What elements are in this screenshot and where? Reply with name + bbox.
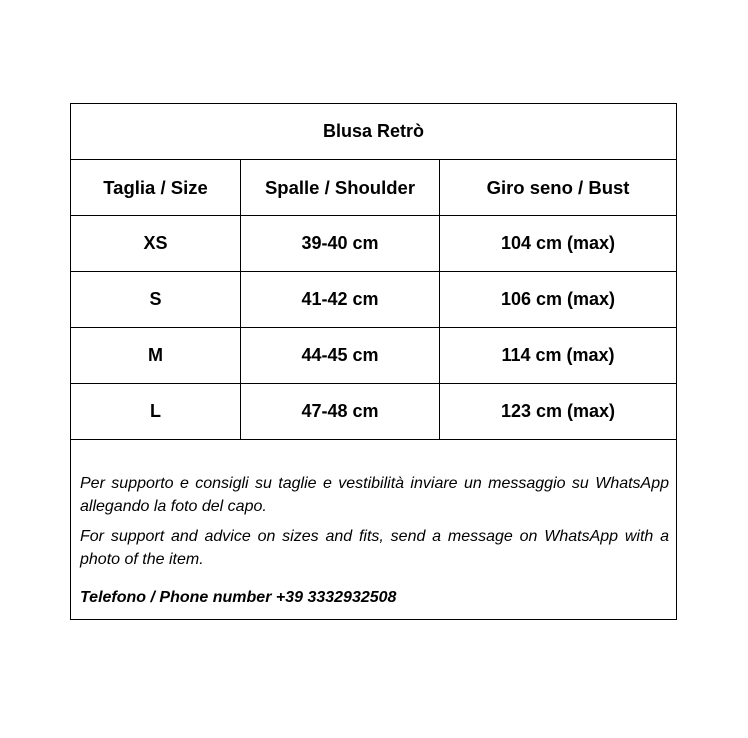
support-note (71, 440, 677, 620)
support-note-body (80, 440, 669, 609)
size-cell: S (71, 272, 241, 328)
shoulder-cell: 41-42 cm (241, 272, 440, 328)
bust-cell: 114 cm (max) (440, 328, 677, 384)
header-bust: Giro seno / Bust (440, 160, 677, 216)
table-row (71, 272, 677, 328)
size-cell: XS (71, 216, 241, 272)
note-english: For support and advice on sizes and fits, send a message on WhatsApp with a photo of the item. (80, 528, 670, 568)
shoulder-cell: 44-45 cm (241, 328, 440, 384)
size-chart-table (70, 103, 677, 620)
bust-cell: 106 cm (max) (440, 272, 677, 328)
table-title: Blusa Retrò (71, 104, 677, 160)
bust-cell: 123 cm (max) (440, 384, 677, 440)
table-row (71, 328, 677, 384)
header-row (71, 160, 677, 216)
size-cell: M (71, 328, 241, 384)
title-row (71, 104, 677, 160)
bust-cell: 104 cm (max) (440, 216, 677, 272)
phone-number: Telefono / Phone number +39 3332932508 (80, 589, 397, 606)
table-row (71, 216, 677, 272)
header-size: Taglia / Size (71, 160, 241, 216)
note-italian: Per supporto e consigli su taglie e vestibilità inviare un messaggio su WhatsApp allegando la foto del capo. (80, 475, 670, 515)
shoulder-cell: 47-48 cm (241, 384, 440, 440)
note-row (71, 440, 677, 620)
shoulder-cell: 39-40 cm (241, 216, 440, 272)
size-cell: L (71, 384, 241, 440)
header-shoulder: Spalle / Shoulder (241, 160, 440, 216)
table-row (71, 384, 677, 440)
